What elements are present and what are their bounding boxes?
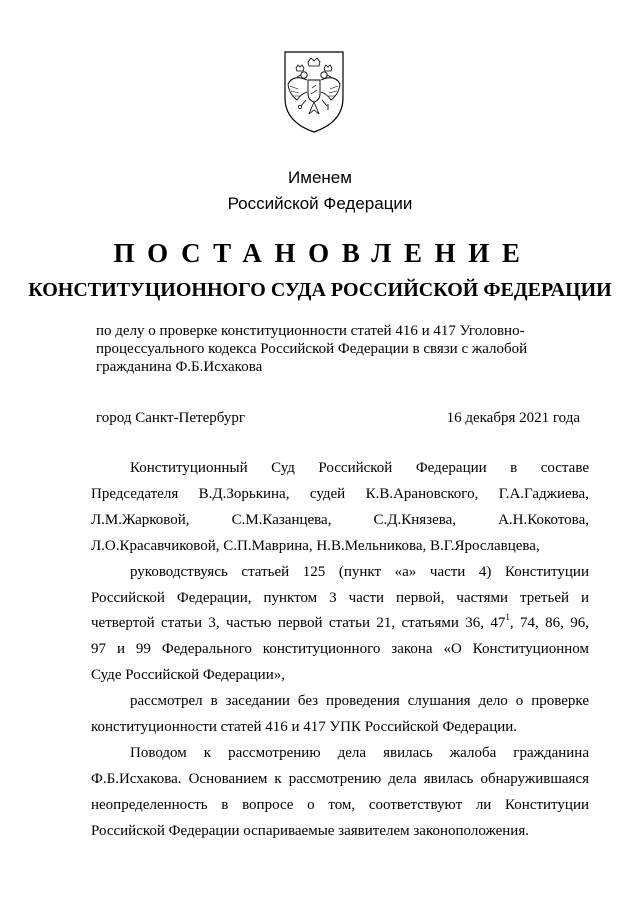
coat-of-arms-emblem	[279, 48, 349, 134]
header-in-the-name: Именем	[288, 168, 352, 187]
case-subject-line: процессуального кодекса Российской Федерации в связи с жалобой	[96, 341, 528, 357]
guided-line: Российской Федерации, пунктом 3 части первой, частями третьей и	[91, 589, 589, 606]
considered-line: конституционности статей 416 и 417 УПК Российской Федерации.	[91, 719, 518, 736]
composition-line: Л.О.Красавчиковой, С.П.Маврина, Н.В.Мельникова, В.Г.Ярославцева,	[91, 537, 540, 554]
date-label: 16 декабря 2021 года	[446, 410, 580, 426]
word: Председателя	[91, 485, 179, 502]
word: Л.М.Жарковой,	[91, 511, 190, 528]
case-subject	[96, 322, 576, 376]
guided-line: четвертой статьи 3, частью первой статьи 21, статьями 36, $47^1$, 74, 86, 96,	[91, 612, 589, 632]
word: составе	[540, 460, 589, 476]
word: В.Д.Зорькина,	[198, 485, 290, 502]
guided-line: 97 и 99 Федерального конституционного закона «О Конституционном	[91, 641, 589, 658]
guided-line: руководствуясь статьей 125 (пункт «а» части 4) Конституции	[130, 563, 589, 580]
header-russian-federation: Российской Федерации	[227, 194, 413, 213]
reason-line: Российской Федерации оспариваемые заявителем законоположения.	[91, 822, 529, 839]
composition-line	[91, 482, 589, 508]
word: Суд	[271, 460, 295, 476]
reason-line: неопределенность в вопросе о том, соответствуют ли Конституции	[91, 796, 589, 813]
document-title: ПОСТАНОВЛЕНИЕ	[113, 238, 533, 268]
considered-line: рассмотрел в заседании без проведения слушания дело о проверке	[130, 693, 589, 710]
word: А.Н.Кокотова,	[498, 511, 589, 528]
word: К.В.Арановского,	[365, 485, 479, 502]
reason-line: Ф.Б.Исхакова. Основанием к рассмотрению дела явилась обнаружившаяся	[91, 770, 589, 787]
word: С.Д.Князева,	[373, 511, 457, 528]
reason-line: Поводом к рассмотрению дела явилась жалоба гражданина	[130, 744, 589, 761]
word: судей	[309, 485, 346, 502]
word: в	[510, 460, 518, 476]
case-subject-line: по делу о проверке конституционности статей 416 и 417 Уголовно-	[96, 323, 525, 339]
word: Г.А.Гаджиева,	[498, 485, 589, 502]
composition-line	[91, 456, 589, 482]
document-body	[91, 456, 589, 845]
superscript: 1	[505, 612, 510, 623]
document-subtitle: КОНСТИТУЦИОННОГО СУДА РОССИЙСКОЙ ФЕДЕРАЦИИ	[28, 279, 612, 301]
word: Конституционный	[130, 460, 248, 476]
city-label: город Санкт-Петербург	[96, 410, 245, 426]
word: С.М.Казанцева,	[231, 511, 332, 528]
word: Федерации	[415, 460, 487, 476]
composition-line	[91, 508, 589, 534]
case-subject-line: гражданина Ф.Б.Исхакова	[96, 359, 263, 375]
word: Российской	[318, 460, 393, 476]
guided-line: Суде Российской Федерации»,	[91, 667, 285, 684]
